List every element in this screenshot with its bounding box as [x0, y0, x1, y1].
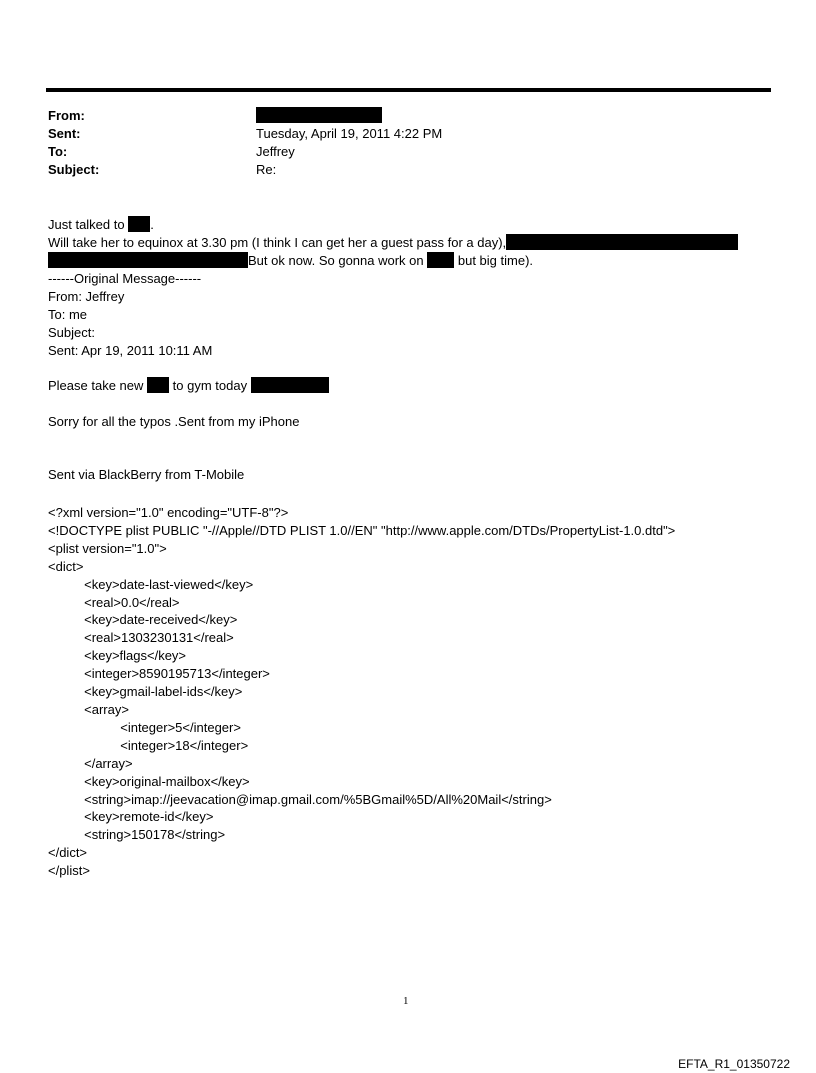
message-line-2 — [48, 234, 738, 252]
xml-line: <real>1303230131</real> — [48, 630, 234, 646]
message-text: Just talked to — [48, 217, 125, 232]
message-text: to gym today — [172, 378, 248, 393]
xml-line: <key>original-mailbox</key> — [48, 773, 250, 789]
redaction-box — [427, 252, 454, 268]
from-value — [256, 107, 382, 125]
message-text: Will take her to equinox at 3.30 pm (I think I can get her a guest pass for a day), — [48, 235, 507, 250]
redaction-box — [128, 216, 150, 232]
xml-line: </dict> — [48, 845, 88, 861]
xml-line: <integer>18</integer> — [48, 737, 249, 753]
xml-line: </plist> — [48, 863, 90, 879]
message-text: Please take new — [48, 378, 144, 393]
message-line-3 — [48, 252, 533, 270]
message-text: But ok now. So gonna work on — [248, 253, 424, 268]
xml-line: <key>flags</key> — [48, 648, 187, 664]
to-label: To: — [48, 144, 68, 159]
xml-line: <string>imap://jeevacation@imap.gmail.com/%5BGmail%5D/All%20Mail</string> — [48, 791, 552, 807]
redaction-box — [48, 252, 248, 268]
original-to: To: me — [48, 307, 88, 322]
blackberry-line: Sent via BlackBerry from T-Mobile — [48, 467, 245, 482]
sent-value: Tuesday, April 19, 2011 4:22 PM — [256, 126, 443, 141]
sorry-line: Sorry for all the typos .Sent from my iPhone — [48, 414, 300, 429]
bates-number: EFTA_R1_01350722 — [678, 1057, 790, 1071]
page-number: 1 — [403, 995, 409, 1007]
xml-line: <array> — [48, 701, 129, 717]
redaction-box — [256, 107, 382, 123]
message-text: . — [150, 217, 154, 232]
xml-line: <integer>8590195713</integer> — [48, 666, 270, 682]
from-label: From: — [48, 108, 85, 123]
xml-line: <plist version="1.0"> — [48, 540, 167, 556]
redaction-box — [147, 377, 169, 393]
to-value: Jeffrey — [256, 144, 295, 159]
subject-value: Re: — [256, 162, 277, 177]
original-sent: Sent: Apr 19, 2011 10:11 AM — [48, 343, 213, 358]
subject-label: Subject: — [48, 162, 100, 177]
original-subject: Subject: — [48, 325, 95, 340]
original-from: From: Jeffrey — [48, 289, 125, 304]
xml-line: <key>remote-id</key> — [48, 809, 214, 825]
redaction-box — [251, 377, 329, 393]
xml-line: <integer>5</integer> — [48, 719, 241, 735]
header-rule — [46, 88, 771, 92]
xml-line: </array> — [48, 755, 133, 771]
please-line — [48, 377, 329, 395]
redaction-box — [506, 234, 738, 250]
original-message-separator: ------Original Message------ — [48, 271, 202, 286]
xml-line: <dict> — [48, 558, 84, 574]
xml-line: <real>0.0</real> — [48, 594, 180, 610]
sent-label: Sent: — [48, 126, 81, 141]
xml-line: <string>150178</string> — [48, 827, 226, 843]
xml-line: <key>date-last-viewed</key> — [48, 576, 254, 592]
xml-line: <!DOCTYPE plist PUBLIC "-//Apple//DTD PLIST 1.0//EN" "http://www.apple.com/DTDs/PropertyList-1.0.dtd"> — [48, 522, 676, 538]
xml-line: <key>date-received</key> — [48, 612, 238, 628]
xml-line: <?xml version="1.0" encoding="UTF-8"?> — [48, 505, 289, 520]
message-line-1 — [48, 216, 154, 234]
message-text: but big time). — [457, 253, 534, 268]
xml-block — [48, 504, 675, 880]
xml-line: <key>gmail-label-ids</key> — [48, 684, 243, 700]
